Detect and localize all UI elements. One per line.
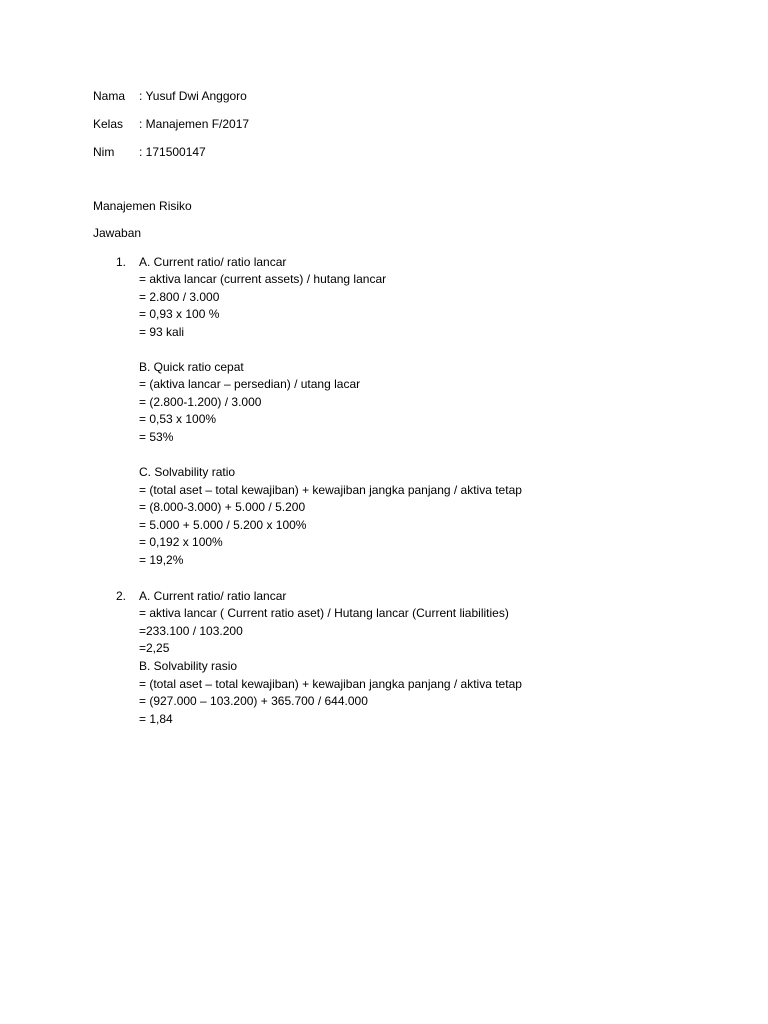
q1b-line: = (2.800-1.200) / 3.000 — [139, 395, 262, 409]
q2-line: =233.100 / 103.200 — [139, 624, 243, 638]
q2-line: = aktiva lancar ( Current ratio aset) / Hutang lancar (Current liabilities) — [139, 606, 509, 620]
q1c-line: C. Solvability ratio — [139, 465, 236, 479]
subject-title: Manajemen Risiko — [93, 199, 192, 213]
q1a-line: A. Current ratio/ ratio lancar — [139, 255, 287, 269]
q2-line: A. Current ratio/ ratio lancar — [139, 589, 287, 603]
q2-line: =2,25 — [139, 641, 170, 655]
question-number: 1. — [116, 255, 127, 269]
q2-line: = (total aset – total kewajiban) + kewajiban jangka panjang / aktiva tetap — [139, 677, 522, 691]
header-value: : Yusuf Dwi Anggoro — [139, 89, 247, 103]
question-number: 2. — [116, 589, 127, 603]
q1b-line: = (aktiva lancar – persedian) / utang lacar — [139, 377, 361, 391]
header-value: : Manajemen F/2017 — [139, 117, 250, 131]
q1b-line: B. Quick ratio cepat — [139, 360, 244, 374]
header-label: Nim — [93, 145, 115, 159]
q1c-line: = 0,192 x 100% — [139, 535, 223, 549]
q2-line: B. Solvability rasio — [139, 659, 238, 673]
q1b-line: = 0,53 x 100% — [139, 412, 217, 426]
q1a-line: = 93 kali — [139, 325, 185, 339]
q1b-line: = 53% — [139, 430, 174, 444]
q1c-line: = (8.000-3.000) + 5.000 / 5.200 — [139, 500, 306, 514]
q2-line: = 1,84 — [139, 712, 173, 726]
q1a-line: = aktiva lancar (current assets) / hutang lancar — [139, 272, 387, 286]
header-label: Kelas — [93, 117, 124, 131]
q1c-line: = 5.000 + 5.000 / 5.200 x 100% — [139, 518, 307, 532]
q1a-line: = 0,93 x 100 % — [139, 307, 220, 321]
q1c-line: = 19,2% — [139, 553, 184, 567]
q1a-line: = 2.800 / 3.000 — [139, 290, 220, 304]
header-value: : 171500147 — [139, 145, 206, 159]
q1c-line: = (total aset – total kewajiban) + kewajiban jangka panjang / aktiva tetap — [139, 483, 522, 497]
answer-label: Jawaban — [93, 226, 142, 240]
q2-line: = (927.000 – 103.200) + 365.700 / 644.000 — [139, 694, 368, 708]
header-label: Nama — [93, 89, 126, 103]
